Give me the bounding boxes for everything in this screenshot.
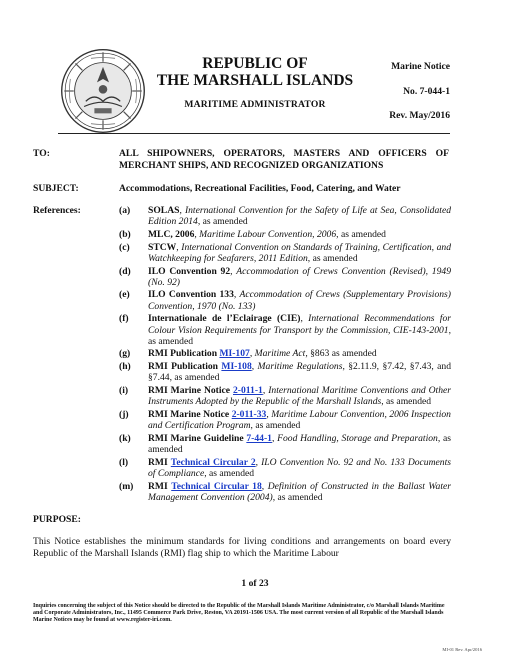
purpose-text: This Notice establishes the minimum standards for living conditions and arrangements on board every Republic of the Marshall Islands (RMI) flag ship to which the Maritime Labour xyxy=(33,536,451,559)
reference-title: International Convention on Standards of Training, Certification, and Watchkeeping for Seafarers, 2011 Edition xyxy=(148,241,452,264)
reference-text: RMI Technical Circular 18, Definition of Constructed in the Ballast Water Management Convention (2004), as amended xyxy=(148,480,451,503)
header-title-line2: THE MARSHALL ISLANDS xyxy=(156,72,354,89)
rmi-seal-icon xyxy=(60,48,146,134)
reference-text: MLC, 2006, Maritime Labour Convention, 2006, as amended xyxy=(148,228,386,240)
reference-title: Maritime Regulations xyxy=(257,361,343,373)
reference-link[interactable]: 7-44-1 xyxy=(246,432,272,444)
header-subtitle: MARITIME ADMINISTRATOR xyxy=(184,99,326,110)
reference-title: Accommodation of Crews (Supplementary Provisions) Convention, 1970 (No. 133) xyxy=(148,289,451,312)
reference-item xyxy=(119,205,451,227)
reference-item xyxy=(119,313,451,347)
purpose-label: PURPOSE: xyxy=(33,514,81,525)
notice-type: Marine Notice xyxy=(391,61,450,72)
to-text: ALL SHIPOWNERS, OPERATORS, MASTERS AND OFFICERS OF MERCHANT SHIPS, AND RECOGNIZED ORGANIZATIONS xyxy=(119,148,449,171)
reference-letter: (i) xyxy=(119,385,129,397)
reference-title: Definition of Constructed in the Ballast Water Management Convention (2004) xyxy=(148,480,451,503)
reference-name: RMI Marine Notice xyxy=(148,408,230,420)
to-label: TO: xyxy=(33,148,50,159)
reference-title: International Recommendations for Colour Vision Requirements for Transport by the Commission, CIE-143-2001 xyxy=(148,313,452,336)
reference-item xyxy=(119,433,451,455)
reference-link[interactable]: 2-011-1 xyxy=(233,385,263,397)
reference-letter: (e) xyxy=(119,289,130,301)
reference-letter: (c) xyxy=(119,241,130,253)
reference-item xyxy=(119,481,451,503)
subject-label: SUBJECT: xyxy=(33,183,79,194)
reference-name: RMI xyxy=(148,480,168,492)
reference-title: International Convention for the Safety of Life at Sea, Consolidated Edition 2014 xyxy=(148,205,451,228)
reference-item xyxy=(119,289,451,311)
reference-link[interactable]: 2-011-33 xyxy=(231,408,267,420)
reference-name: Internationale de l’Eclairage (CIE) xyxy=(148,313,301,325)
reference-name: ILO Convention 92 xyxy=(148,265,231,277)
reference-link[interactable]: Technical Circular 2 xyxy=(170,456,256,468)
reference-letter: (b) xyxy=(119,228,131,240)
reference-letter: (a) xyxy=(119,205,131,216)
reference-text: STCW, International Convention on Standards of Training, Certification, and Watchkeeping for Seafarers, 2011 Edition, as amended xyxy=(148,241,452,264)
reference-text: RMI Publication MI-108, Maritime Regulations, §2.11.9, §7.42, §7.43, and §7.44, as amended xyxy=(148,361,452,384)
reference-letter: (f) xyxy=(119,313,129,325)
reference-name: ILO Convention 133 xyxy=(148,289,234,301)
reference-item xyxy=(119,229,451,240)
reference-title: Maritime Labour Convention, 2006 Inspection and Certification Program xyxy=(148,408,451,432)
page-number: 1 of 23 xyxy=(241,578,269,589)
notice-number: No. 7-044-1 xyxy=(403,86,450,97)
form-code: MI-01 Rev. Apr/2016 xyxy=(442,647,482,652)
reference-text: Internationale de l’Eclairage (CIE), International Recommendations for Colour Vision Requirements for Transport by the Commission, CIE-143-2001, as amended xyxy=(148,313,452,347)
reference-item xyxy=(119,242,451,264)
reference-letter: (j) xyxy=(119,408,129,420)
reference-name: RMI Publication xyxy=(148,361,219,373)
reference-letter: (h) xyxy=(119,361,131,373)
reference-title: ILO Convention No. 92 and No. 133 Documents of Compliance xyxy=(148,456,451,479)
reference-text: ILO Convention 92, Accommodation of Crews Convention (Revised), 1949 (No. 92) xyxy=(148,265,451,288)
reference-letter: (g) xyxy=(119,348,131,360)
reference-letter: (k) xyxy=(119,432,131,444)
reference-link[interactable]: MI-108 xyxy=(221,361,252,373)
reference-title: Food Handling, Storage and Preparation xyxy=(277,432,438,444)
reference-item xyxy=(119,361,451,383)
reference-name: SOLAS xyxy=(148,205,180,216)
reference-name: MLC, 2006 xyxy=(148,228,195,240)
references-list xyxy=(119,205,451,505)
reference-item xyxy=(119,409,451,431)
reference-item xyxy=(119,348,451,359)
reference-letter: (d) xyxy=(119,265,131,277)
reference-item xyxy=(119,385,451,407)
reference-name: RMI Publication xyxy=(148,348,218,360)
reference-text: RMI Marine Guideline 7-44-1, Food Handling, Storage and Preparation, as amended xyxy=(148,432,451,456)
reference-name: STCW xyxy=(148,241,177,253)
subject-text: Accommodations, Recreational Facilities, Food, Catering, and Water xyxy=(119,183,401,194)
reference-link[interactable]: MI-107 xyxy=(219,348,250,360)
reference-name: RMI Marine Notice xyxy=(148,385,231,397)
reference-name: RMI Marine Guideline xyxy=(148,432,244,444)
reference-text: RMI Technical Circular 2, ILO Convention No. 92 and No. 133 Documents of Compliance, as amended xyxy=(148,456,451,479)
reference-text: RMI Marine Notice 2-011-33, Maritime Labour Convention, 2006 Inspection and Certification Program, as amended xyxy=(148,408,451,432)
header-divider xyxy=(58,133,450,134)
reference-title: Maritime Labour Convention, 2006 xyxy=(199,228,337,240)
reference-name: RMI xyxy=(148,456,168,468)
references-label: References: xyxy=(33,205,81,216)
reference-title: International Maritime Conventions and Other Instruments Adopted by the Republic of the Marshall Islands xyxy=(148,385,452,408)
reference-link[interactable]: Technical Circular 18 xyxy=(171,480,262,492)
reference-letter: (m) xyxy=(119,480,134,492)
reference-item xyxy=(119,266,451,288)
reference-text: RMI Marine Notice 2-011-1, International Maritime Conventions and Other Instruments Adopted by the Republic of the Marshall Islands, as amended xyxy=(148,385,452,408)
revision-date: Rev. May/2016 xyxy=(389,110,450,121)
reference-title: Accommodation of Crews Convention (Revised), 1949 (No. 92) xyxy=(148,265,451,288)
reference-text: RMI Publication MI-107, Maritime Act, §863 as amended xyxy=(148,348,377,360)
reference-letter: (l) xyxy=(119,456,129,468)
reference-text: ILO Convention 133, Accommodation of Crews (Supplementary Provisions) Convention, 1970 (No. 133) xyxy=(148,289,451,312)
reference-title: Maritime Act xyxy=(254,348,306,360)
reference-text: SOLAS, International Convention for the Safety of Life at Sea, Consolidated Edition 2014, as amended xyxy=(148,205,451,228)
reference-item xyxy=(119,457,451,479)
header-title-line1: REPUBLIC OF xyxy=(202,55,308,72)
footer-inquiries: Inquiries concerning the subject of this Notice should be directed to the Republic of the Marshall Islands Maritime Administrator, c/o Marshall Islands Maritime and Corporate Administrators, Inc., 11495 Commerce Park Drive, Reston, VA 20191-1506 USA. The most current version of all Republic of the Marshall Islands Marine Notices may be found at www.register-iri.com. xyxy=(33,603,445,624)
